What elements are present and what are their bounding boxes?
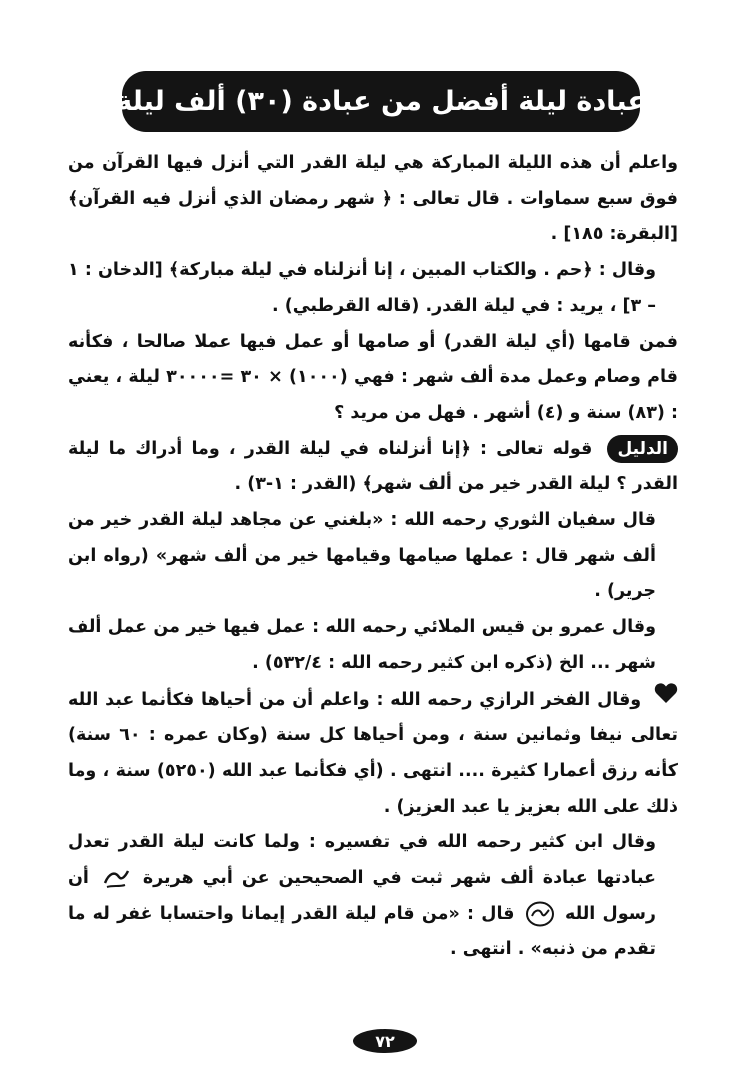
paragraph-8-text-a: وقال ابن كثير رحمه الله في تفسيره : ولما كانت ليلة القدر تعدل عبادتها عبادة ألف شهر ثبت في الصحيحين عن أبي هريرة	[68, 832, 657, 888]
page-number: ٧٢	[375, 1031, 395, 1051]
radiallahu-anhu-icon	[101, 865, 131, 891]
paragraph-8	[68, 825, 678, 968]
paragraph-3: فمن قامها (أي ليلة القدر) أو صامها أو عمل فيها عملا صالحا ، فكأنه قام وصام وعمل مدة ألف شهر : فهي (١٠٠٠) × ٣٠ =٣٠٠٠٠ ليلة ، يعني : (٨٣) سنة و (٤) أشهر . فهل من مريد ؟	[68, 331, 678, 423]
paragraph-1: واعلم أن هذه الليلة المباركة هي ليلة القدر التي أنزل فيها القرآن من فوق سبع سماوات . قال تعالى : ﴿ شهر رمضان الذي أنزل فيه القرآن﴾ [البقرة: ١٨٥] .	[68, 153, 678, 245]
body-text	[68, 146, 678, 968]
paragraph-5: قال سفيان الثوري رحمه الله : «بلغني عن مجاهد ليلة القدر خير من ألف شهر قال : عملها صيامها وقيامها خير من ألف شهر» (رواه ابن جرير) .	[68, 510, 656, 602]
heart-icon	[652, 682, 678, 718]
chapter-title-banner	[116, 71, 646, 132]
paragraph-8-text-c: قال : «من قام ليلة القدر إيمانا واحتسابا غفر له ما تقدم من ذنبه» . انتهى .	[68, 903, 656, 960]
sallallahu-alayhi-wasallam-icon	[525, 901, 555, 927]
paragraph-8-text-b: أن رسول الله	[68, 867, 656, 924]
paragraph-4-text: قوله تعالى : ﴿إنا أنزلناه في ليلة القدر ، وما أدراك ما ليلة القدر ؟ ليلة القدر خير من ألف شهر﴾ (القدر : ١-٣) .	[68, 438, 678, 495]
chapter-title: عبادة ليلة أفضل من عبادة (٣٠) ألف ليلة	[116, 86, 646, 117]
paragraph-7-text: وقال الفخر الرازي رحمه الله : واعلم أن من أحياها فكأنما عبد الله تعالى نيفا وثمانين سنة ، ومن أحياها كل سنة (وكان عمره : ٦٠ سنة) كأنه رزق أعمارا كثيرة .... انتهى . (أي فكأنما عبد الله (٥٢٥٠) سنة ، وما ذلك على الله بعزيز يا عبد العزيز) .	[68, 689, 678, 817]
page-number-badge	[353, 1029, 417, 1053]
evidence-label: الدليل	[607, 435, 678, 463]
paragraph-7	[68, 682, 678, 826]
paragraph-4	[68, 432, 678, 503]
paragraph-2: وقال : ﴿حم . والكتاب المبين ، إنا أنزلناه في ليلة مباركة﴾ [الدخان : ١ – ٣] ، يريد : في ليلة القدر. (قاله القرطبي) .	[68, 260, 656, 316]
paragraph-6: وقال عمرو بن قيس الملائي رحمه الله : عمل فيها خير من عمل ألف شهر ... الخ (ذكره ابن كثير رحمه الله : ٥٣٢/٤) .	[68, 617, 656, 673]
